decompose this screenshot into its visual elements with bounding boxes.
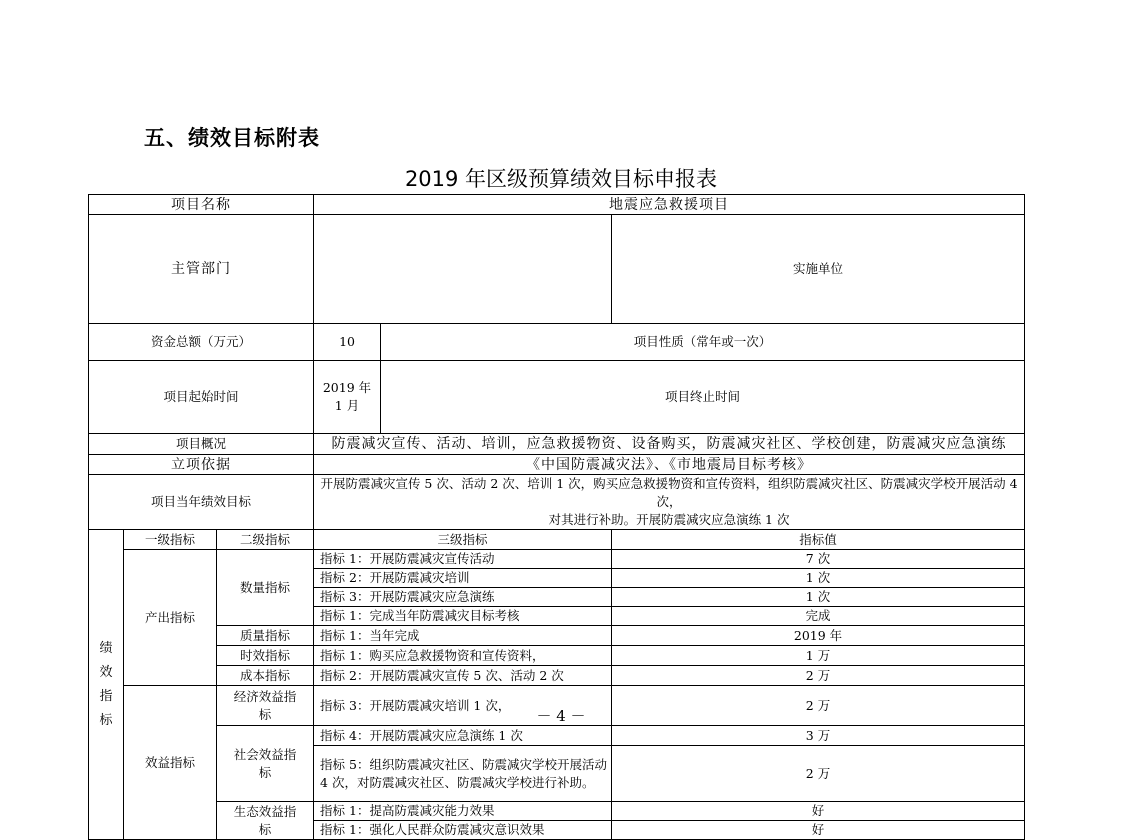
dept-label: 主管部门 (89, 215, 314, 324)
indicator-value: 好 (612, 802, 1025, 821)
output-label: 产出指标 (124, 550, 217, 686)
start-value: 2019 年 1 月 (314, 361, 381, 434)
performance-table (88, 194, 1025, 840)
header-level2: 二级指标 (217, 530, 314, 550)
section-heading: 五、绩效目标附表 (144, 126, 320, 150)
indicator-row: 指标 2：开展防震减灾培训 (314, 569, 612, 588)
benefit-label: 效益指标 (124, 686, 217, 840)
indicator-value: 1 万 (612, 646, 1025, 666)
indicator-value: 完成 (612, 607, 1025, 626)
impl-label: 实施单位 (612, 215, 1025, 324)
header-value: 指标值 (612, 530, 1025, 550)
eco-label: 生态效益指标 (217, 802, 314, 840)
indicator-value: 2 万 (612, 746, 1025, 802)
fund-value: 10 (314, 324, 381, 361)
nature-label: 项目性质（常年或一次） (381, 324, 1025, 361)
social-label: 社会效益指标 (217, 726, 314, 802)
indicator-value: 2 万 (612, 686, 1025, 726)
project-name-label: 项目名称 (89, 195, 314, 215)
indicator-row: 指标 3：开展防震减灾培训 1 次， (314, 686, 612, 726)
goal-line-1: 开展防震减灾宣传 5 次、活动 2 次、培训 1 次，购买应急救援物资和宣传资料，组织防震减灾社区、防震减灾学校开展活动 4 次， (320, 476, 1018, 509)
overview-label: 项目概况 (89, 434, 314, 455)
start-label: 项目起始时间 (89, 361, 314, 434)
indicator-row: 指标 1：提高防震减灾能力效果 (314, 802, 612, 821)
project-name-value: 地震应急救援项目 (314, 195, 1025, 215)
indicator-row: 指标 4：开展防震减灾应急演练 1 次 (314, 726, 612, 746)
indicator-value: 1 次 (612, 588, 1025, 607)
indicator-row: 指标 1：强化人民群众防震减灾意识效果 (314, 821, 612, 840)
header-level3: 三级指标 (314, 530, 612, 550)
basis-value: 《中国防震减灾法》、《市地震局目标考核》 (314, 455, 1025, 475)
econ-label: 经济效益指标 (217, 686, 314, 726)
page-number: － 4 － (536, 707, 586, 725)
indicator-value: 1 次 (612, 569, 1025, 588)
indicator-value: 7 次 (612, 550, 1025, 569)
indicator-row: 指标 1：购买应急救援物资和宣传资料， (314, 646, 612, 666)
basis-label: 立项依据 (89, 455, 314, 475)
indicator-row: 指标 1：完成当年防震减灾目标考核 (314, 607, 612, 626)
quantity-label: 数量指标 (217, 550, 314, 626)
dept-value (314, 215, 612, 324)
overview-value: 防震减灾宣传、活动、培训，应急救援物资、设备购买，防震减灾社区、学校创建，防震减灾应急演练 (314, 434, 1025, 455)
indicator-row: 指标 1：当年完成 (314, 626, 612, 646)
indicator-value: 3 万 (612, 726, 1025, 746)
fund-label: 资金总额（万元） (89, 324, 314, 361)
indicator-row: 指标 3：开展防震减灾应急演练 (314, 588, 612, 607)
indicator-value: 2 万 (612, 666, 1025, 686)
indicator-row: 指标 2：开展防震减灾宣传 5 次、活动 2 次 (314, 666, 612, 686)
indicator-value: 好 (612, 821, 1025, 840)
cost-label: 成本指标 (217, 666, 314, 686)
end-label: 项目终止时间 (381, 361, 1025, 434)
time-label: 时效指标 (217, 646, 314, 666)
goal-value (314, 475, 1025, 530)
header-level1: 一级指标 (124, 530, 217, 550)
indicator-row: 指标 5：组织防震减灾社区、防震减灾学校开展活动 4 次，对防震减灾社区、防震减灾学校进行补助。 (314, 746, 612, 802)
indicator-row: 指标 1：开展防震减灾宣传活动 (314, 550, 612, 569)
indicator-value: 2019 年 (612, 626, 1025, 646)
perf-label-cell (89, 530, 124, 840)
quality-label: 质量指标 (217, 626, 314, 646)
goal-line-2: 对其进行补助。开展防震减灾应急演练 1 次 (548, 512, 790, 527)
table-title: 2019 年区级预算绩效目标申报表 (404, 167, 718, 191)
goal-label: 项目当年绩效目标 (89, 475, 314, 530)
perf-label: 绩效指标 (99, 640, 113, 728)
